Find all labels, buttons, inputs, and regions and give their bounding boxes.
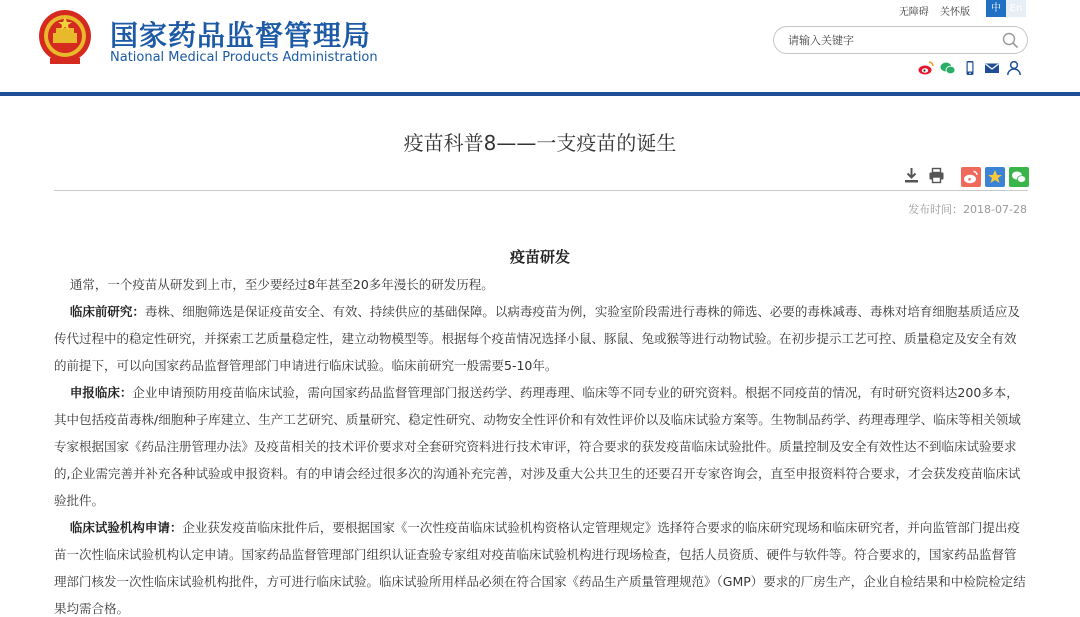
paragraph-heading: 申报临床： (69, 385, 133, 400)
share-weibo-icon[interactable] (961, 167, 981, 187)
wechat-icon[interactable] (940, 60, 956, 76)
weibo-icon[interactable] (918, 60, 934, 76)
article-tools (903, 167, 945, 184)
accessibility-link[interactable]: 无障碍 (898, 7, 929, 18)
intro-paragraph (54, 271, 1028, 298)
search-box (773, 26, 1028, 54)
share-qzone-icon[interactable] (985, 167, 1005, 187)
mail-icon[interactable] (984, 60, 1000, 76)
search-input[interactable] (788, 32, 988, 48)
lang-en-button[interactable]: En (1006, 0, 1026, 17)
social-links (918, 60, 1022, 76)
paragraph-preclinical (54, 298, 1028, 379)
paragraph-clinical-application (54, 379, 1028, 514)
download-icon[interactable] (903, 167, 920, 184)
share-buttons (961, 167, 1029, 187)
site-title-cn[interactable]: 国家药品监督管理局 (110, 19, 372, 52)
publish-date (908, 201, 1027, 217)
care-version-link[interactable]: 关怀版 (940, 7, 970, 18)
site-header (0, 0, 1080, 96)
paragraph-text: 企业申请预防用疫苗临床试验，需向国家药品监督管理部门报送药学、药理毒理、临床等不同专业的研究资料。根据不同疫苗的情况，有时研究资料达200多本，其中包括疫苗毒株/细胞种子库建立、生产工艺研究、质量研究、稳定性研究、动物安全性评价和有效性评价以及临床试验方案等。生物制品药学、药理毒理学、临床等相关领域专家根据国家《药品注册管理办法》及疫苗相关的技术评价要求对全套研究资料进行技术审评，符合要求的获发疫苗临床试验批件。质量控制及安全有效性达不到临床试验要求的,企业需完善并补充各种试验或申报资料。有的申请会经过很多次的沟通补充完善，对涉及重大公共卫生的还要召开专家咨询会，直至申报资料符合要求，才会获发疫苗临床试验批件。 (54, 385, 1021, 508)
paragraph-heading: 临床试验机构申请： (69, 520, 183, 535)
paragraph-heading: 临床前研究： (69, 304, 145, 319)
publish-date-label: 发布时间： (908, 203, 964, 216)
site-title-en[interactable]: National Medical Products Administration (110, 50, 378, 65)
print-icon[interactable] (928, 167, 945, 184)
user-icon[interactable] (1006, 60, 1022, 76)
paragraph-trial-institution (54, 514, 1028, 617)
intro-text: 通常，一个疫苗从研发到上市，至少要经过8年甚至20多年漫长的研发历程。 (69, 277, 494, 292)
top-links (891, 3, 970, 18)
language-switch (986, 0, 1026, 17)
article-content (54, 271, 1028, 617)
section-title: 疫苗研发 (509, 248, 570, 266)
title-divider (54, 190, 1028, 191)
search-icon[interactable] (1002, 32, 1019, 49)
header-divider (0, 92, 1080, 96)
publish-date-value: 2018-07-28 (963, 203, 1027, 216)
share-wechat-icon[interactable] (1009, 167, 1029, 187)
article-title: 疫苗科普8——一支疫苗的诞生 (403, 131, 677, 155)
paragraph-text: 毒株、细胞筛选是保证疫苗安全、有效、持续供应的基础保障。以病毒疫苗为例，实验室阶段需进行毒株的筛选、必要的毒株减毒、毒株对培育细胞基质适应及传代过程中的稳定性研究，并探索工艺质量稳定性，建立动物模型等。根据每个疫苗情况选择小鼠、豚鼠、兔或猴等进行动物试验。在初步提示工艺可控、质量稳定及安全有效的前提下，可以向国家药品监督管理部门申请进行临床试验。临床前研究一般需要5-10年。 (54, 304, 1020, 373)
paragraph-text: 企业获发疫苗临床批件后，要根据国家《一次性疫苗临床试验机构资格认定管理规定》选择符合要求的临床研究现场和临床研究者，并向监管部门提出疫苗一次性临床试验机构认定申请。国家药品监督管理部门组织认证查验专家组对疫苗临床试验机构进行现场检查，包括人员资质、硬件与软件等。符合要求的，国家药品监督管理部门核发一次性临床试验机构批件，方可进行临床试验。临床试验所用样品必须在符合国家《药品生产质量管理规范》（GMP）要求的厂房生产，企业自检结果和中检院检定结果均需合格。 (54, 520, 1026, 616)
national-emblem-icon[interactable] (36, 8, 94, 68)
mobile-icon[interactable] (962, 60, 978, 76)
lang-zh-button[interactable]: 中 (986, 0, 1006, 17)
